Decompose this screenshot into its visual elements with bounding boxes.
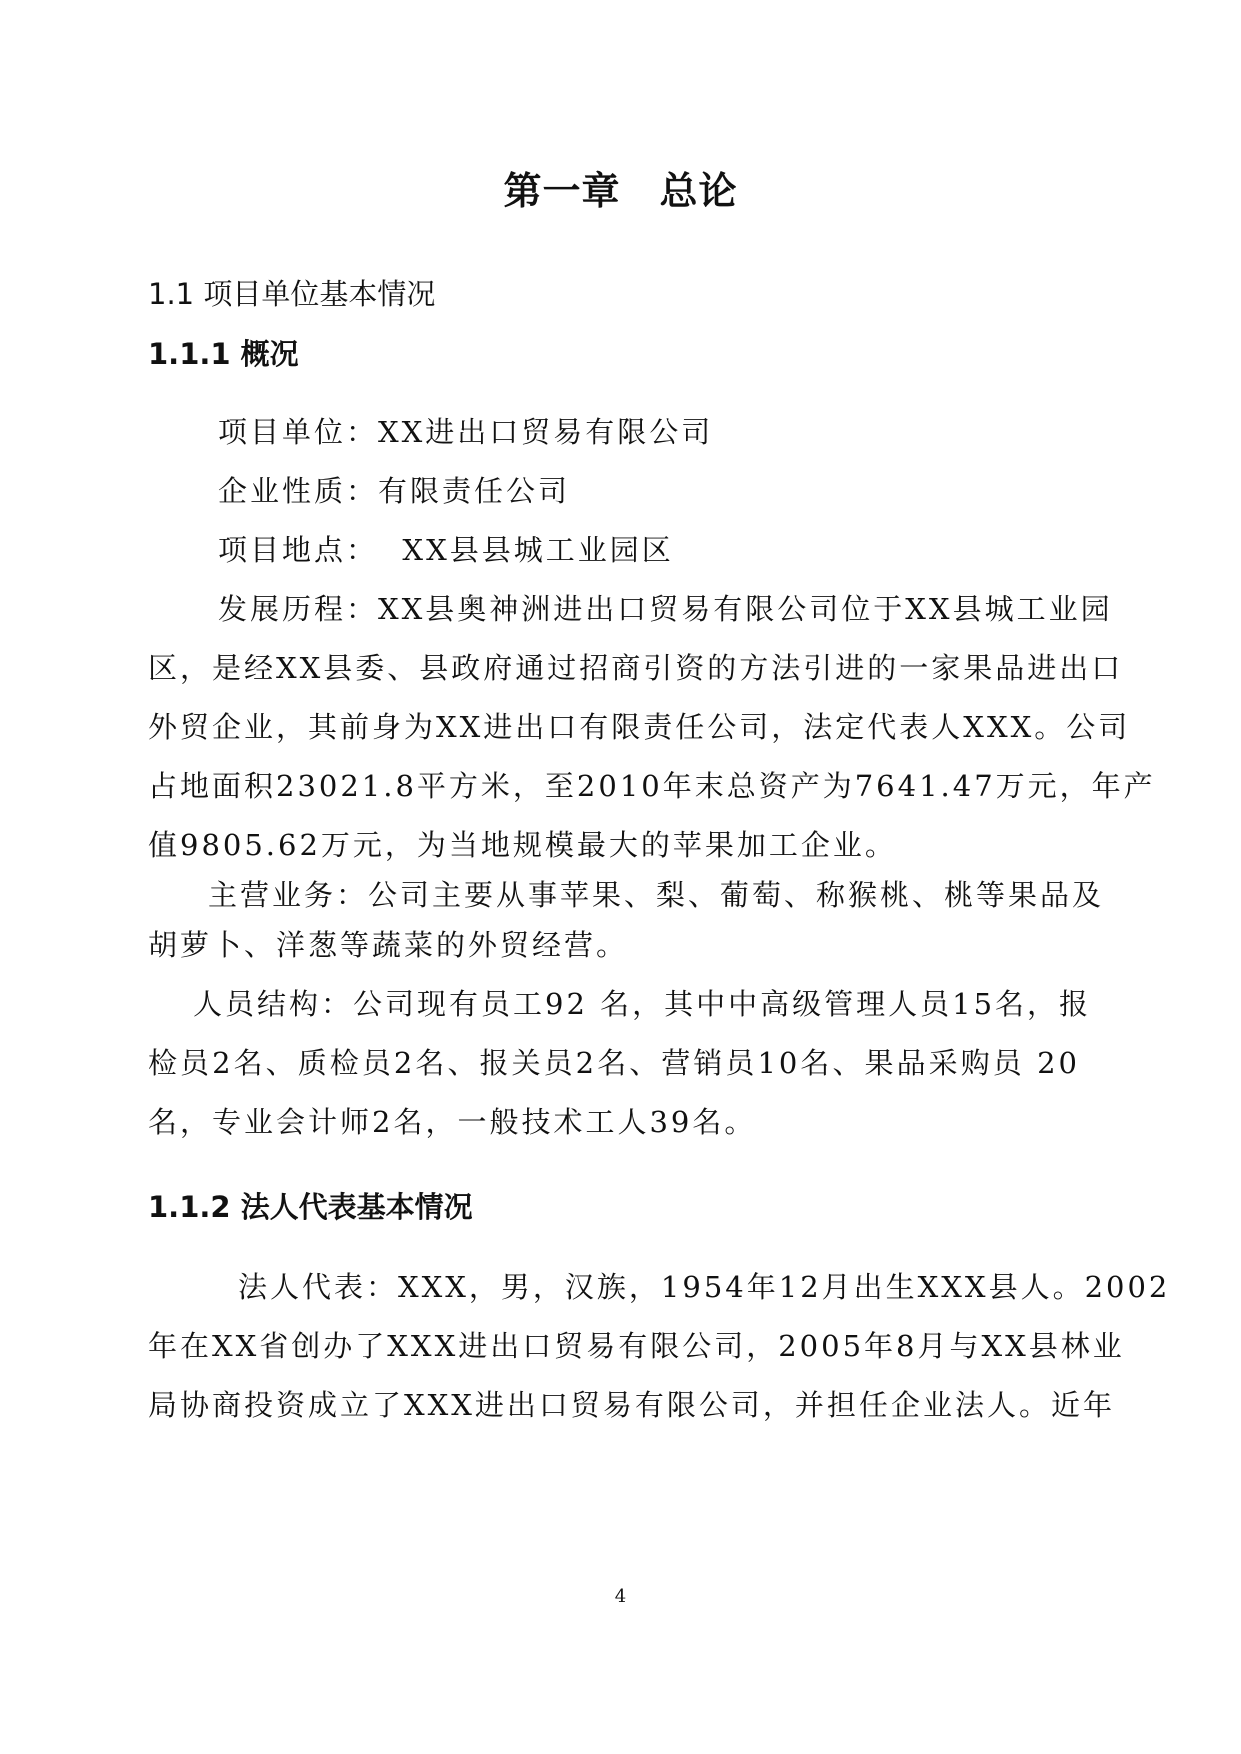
staff-structure-line: 检员2名、质检员2名、报关员2名、营销员10名、果品采购员 20 <box>148 1046 1080 1080</box>
history-line: 值9805.62万元，为当地规模最大的苹果加工企业。 <box>148 828 897 862</box>
history-line: 区，是经XX县委、县政府通过招商引资的方法引进的一家果品进出口 <box>148 651 1124 685</box>
section-heading-1-1-2: 1.1.2 法人代表基本情况 <box>148 1190 473 1224</box>
main-business-line: 主营业务：公司主要从事苹果、梨、葡萄、称猴桃、桃等果品及 <box>208 878 1105 912</box>
history-line: 发展历程：XX县奥神洲进出口贸易有限公司位于XX县城工业园 <box>218 592 1113 626</box>
page-number: 4 <box>614 1586 627 1607</box>
section-heading-1-1-1: 1.1.1 概况 <box>148 337 299 371</box>
legal-rep-line: 年在XX省创办了XXX进出口贸易有限公司，2005年8月与XX县林业 <box>148 1329 1125 1363</box>
enterprise-nature-line: 企业性质：有限责任公司 <box>218 474 571 508</box>
staff-structure-line: 人员结构：公司现有员工92 名，其中中高级管理人员15名，报 <box>193 987 1092 1021</box>
staff-structure-line: 名，专业会计师2名，一般技术工人39名。 <box>148 1105 757 1139</box>
section-heading-1-1: 1.1 项目单位基本情况 <box>148 277 436 311</box>
project-unit-line: 项目单位：XX进出口贸易有限公司 <box>218 415 714 449</box>
history-line: 占地面积23021.8平方米，至2010年末总资产为7641.47万元，年产 <box>148 769 1156 803</box>
chapter-title: 第一章 总论 <box>503 169 738 213</box>
legal-rep-line: 局协商投资成立了XXX进出口贸易有限公司，并担任企业法人。近年 <box>148 1388 1115 1422</box>
legal-rep-line: 法人代表：XXX，男，汉族，1954年12月出生XXX县人。2002 <box>238 1270 1171 1304</box>
main-business-line: 胡萝卜、洋葱等蔬菜的外贸经营。 <box>148 928 629 962</box>
project-location-line: 项目地点： XX县县城工业园区 <box>218 533 674 567</box>
history-line: 外贸企业，其前身为XX进出口有限责任公司，法定代表人XXX。公司 <box>148 710 1131 744</box>
